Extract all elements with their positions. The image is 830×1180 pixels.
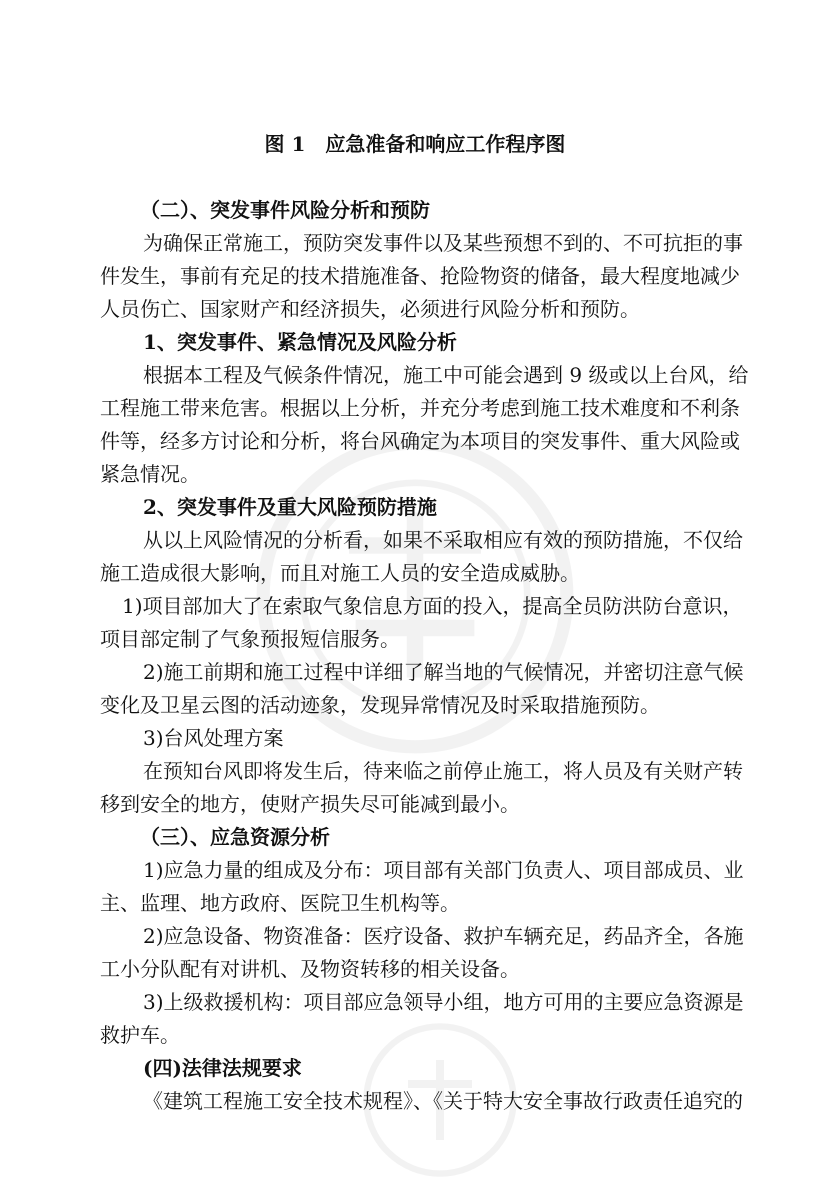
list-item-line: 3)上级救援机构：项目部应急领导小组，地方可用的主要应急资源是 [143,990,744,1014]
section-heading: （三）、应急资源分析 [140,825,330,849]
paragraph-line: 紧急情况。 [100,462,200,486]
section-heading: （二）、突发事件风险分析和预防 [140,198,430,222]
paragraph-line: 在预知台风即将发生后，待来临之前停止施工，将人员及有关财产转 [143,759,743,783]
paragraph-line: 变化及卫星云图的活动迹象，发现异常情况及时采取措施预防。 [100,693,660,717]
paragraph-line: 移到安全的地方，使财产损失尽可能减到最小。 [100,792,520,816]
subsection-heading: 1、突发事件、紧急情况及风险分析 [143,330,457,354]
paragraph-line: 从以上风险情况的分析看，如果不采取相应有效的预防措施，不仅给 [143,528,743,552]
list-item-line: 1)项目部加大了在索取气象信息方面的投入，提高全员防洪防台意识， [122,594,743,618]
paragraph-line: 件等，经多方讨论和分析，将台风确定为本项目的突发事件、重大风险或 [100,429,740,453]
list-item-line: 1)应急力量的组成及分布：项目部有关部门负责人、项目部成员、业 [143,858,744,882]
list-item-line: 2)应急设备、物资准备：医疗设备、救护车辆充足，药品齐全，各施 [143,924,744,948]
paragraph-line: 人员伤亡、国家财产和经济损失，必须进行风险分析和预防。 [100,297,640,321]
paragraph-line: 根据本工程及气候条件情况，施工中可能会遇到 9 级或以上台风，给 [143,363,749,387]
paragraph-line: 救护车。 [100,1023,180,1047]
paragraph-line: 为确保正常施工，预防突发事件以及某些预想不到的、不可抗拒的事 [143,231,743,255]
figure-caption: 图 1 应急准备和响应工作程序图 [264,132,566,156]
section-heading: (四)法律法规要求 [143,1056,302,1080]
paragraph-line: 《建筑工程施工安全技术规程》、《关于特大安全事故行政责任追究的 [143,1089,743,1113]
list-item-line: 3)台风处理方案 [143,726,284,750]
paragraph-line: 工小分队配有对讲机、及物资转移的相关设备。 [100,957,520,981]
paragraph-line: 施工造成很大影响，而且对施工人员的安全造成威胁。 [100,561,580,585]
paragraph-line: 工程施工带来危害。根据以上分析，并充分考虑到施工技术难度和不利条 [100,396,740,420]
paragraph-line: 件发生，事前有充足的技术措施准备、抢险物资的储备，最大程度地减少 [100,264,740,288]
list-item-line: 2)施工前期和施工过程中详细了解当地的气候情况，并密切注意气候 [143,660,744,684]
subsection-heading: 2、突发事件及重大风险预防措施 [143,495,437,519]
paragraph-line: 主、监理、地方政府、医院卫生机构等。 [100,891,460,915]
paragraph-line: 项目部定制了气象预报短信服务。 [100,627,400,651]
